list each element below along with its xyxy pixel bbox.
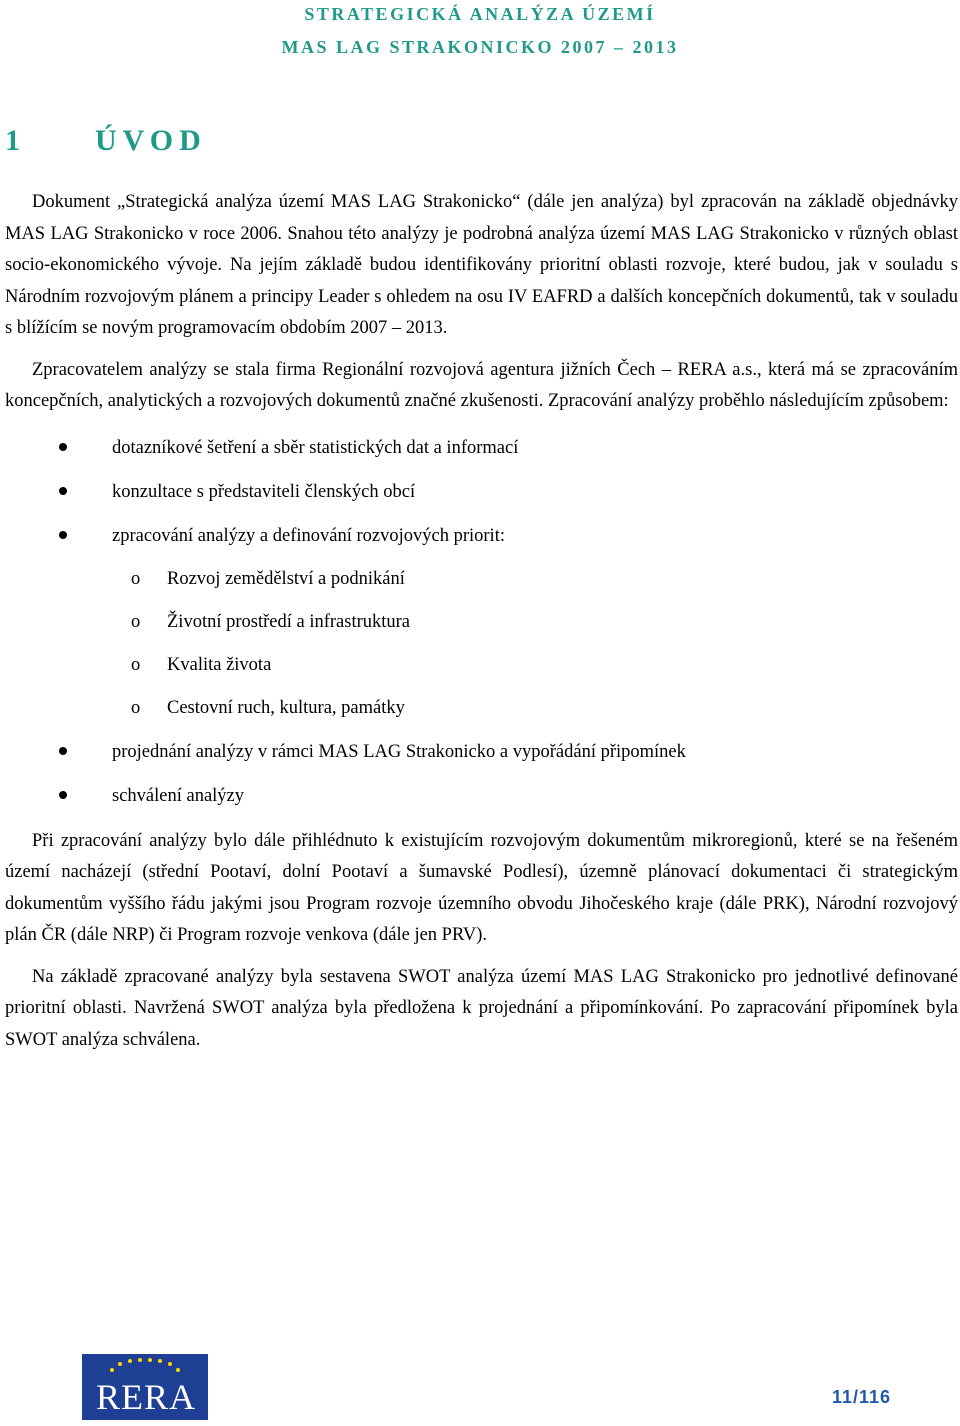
paragraph-processor: Zpracovatelem analýzy se stala firma Regionální rozvojová agentura jižních Čech – RERA a.s., která má se zpracováním koncepčních, analytických a rozvojových dokumentů značné zkušenosti. Zpracování analýzy proběhlo následujícím způsobem: [5,359,958,411]
list-item: konzultace s představiteli členských obcí [5,470,958,514]
sublist-item: o Kvalita života [5,644,958,687]
page-number: 11/116 [832,1387,892,1407]
sublist-item: o Životní prostředí a infrastruktura [5,601,958,644]
sublist-item: o Rozvoj zemědělství a podnikání [5,558,958,601]
rera-logo [82,1354,208,1420]
paragraph-documents: Při zpracování analýzy bylo dále přihlédnuto k existujícím rozvojovým dokumentům mikroregionů, které se na řešeném území nacházejí (střední Pootaví, dolní Pootaví a šumavské Podlesí), územně plánovací dokumentaci či strategickým dokumentům vyššího řádu jakými jsou Program rozvoje územního obvodu Jihočeského kraje (dále PRK), Národní rozvojový plán ČR (dále NRP) či Program rozvoje venkova (dále jen PRV). [5,830,958,945]
paragraph-intro: Dokument „Strategická analýza území MAS LAG Strakonicko“ (dále jen analýza) byl zpracován na základě objednávky MAS LAG Strakonicko v roce 2006. Snahou této analýzy je podrobná analýza území MAS LAG Strakonicko v různých oblast socio-ekonomického vývoje. Na jejím základě budou identifikovány prioritní oblasti rozvoje, které budou, jak v souladu s Národním rozvojovým plánem a principy Leader s ohledem na osu IV EAFRD a dalších koncepčních dokumentů, tak v souladu s blížícím se novým programovacím obdobím 2007 – 2013. [5,192,958,338]
list-item: schválení analýzy [5,774,958,818]
list-item: zpracování analýzy a definování rozvojových priorit: [5,514,958,558]
chapter-number: 1 [5,124,20,157]
header-title: STRATEGICKÁ ANALÝZA ÚZEMÍ [304,4,656,24]
process-list-continued [5,730,958,818]
chapter-title: ÚVOD [95,124,207,157]
sublist-item: o Cestovní ruch, kultura, památky [5,687,958,730]
list-item: dotazníkové šetření a sběr statistických dat a informací [5,426,958,470]
priority-sublist [5,558,958,730]
header-subtitle: MAS LAG STRAKONICKO 2007 – 2013 [281,37,679,57]
paragraph-swot: Na základě zpracované analýzy byla sestavena SWOT analýza území MAS LAG Strakonicko pro jednotlivé definované prioritní oblasti. Navržená SWOT analýza byla předložena k projednání a připomínkování. Po zapracování připomínek byla SWOT analýza schválena. [5,966,958,1050]
logo-text: RERA [96,1377,197,1417]
chapter-heading [5,124,207,158]
list-item: projednání analýzy v rámci MAS LAG Strakonicko a vypořádání připomínek [5,730,958,774]
process-list [5,426,958,558]
document-body [5,187,958,1056]
document-header [0,0,960,62]
